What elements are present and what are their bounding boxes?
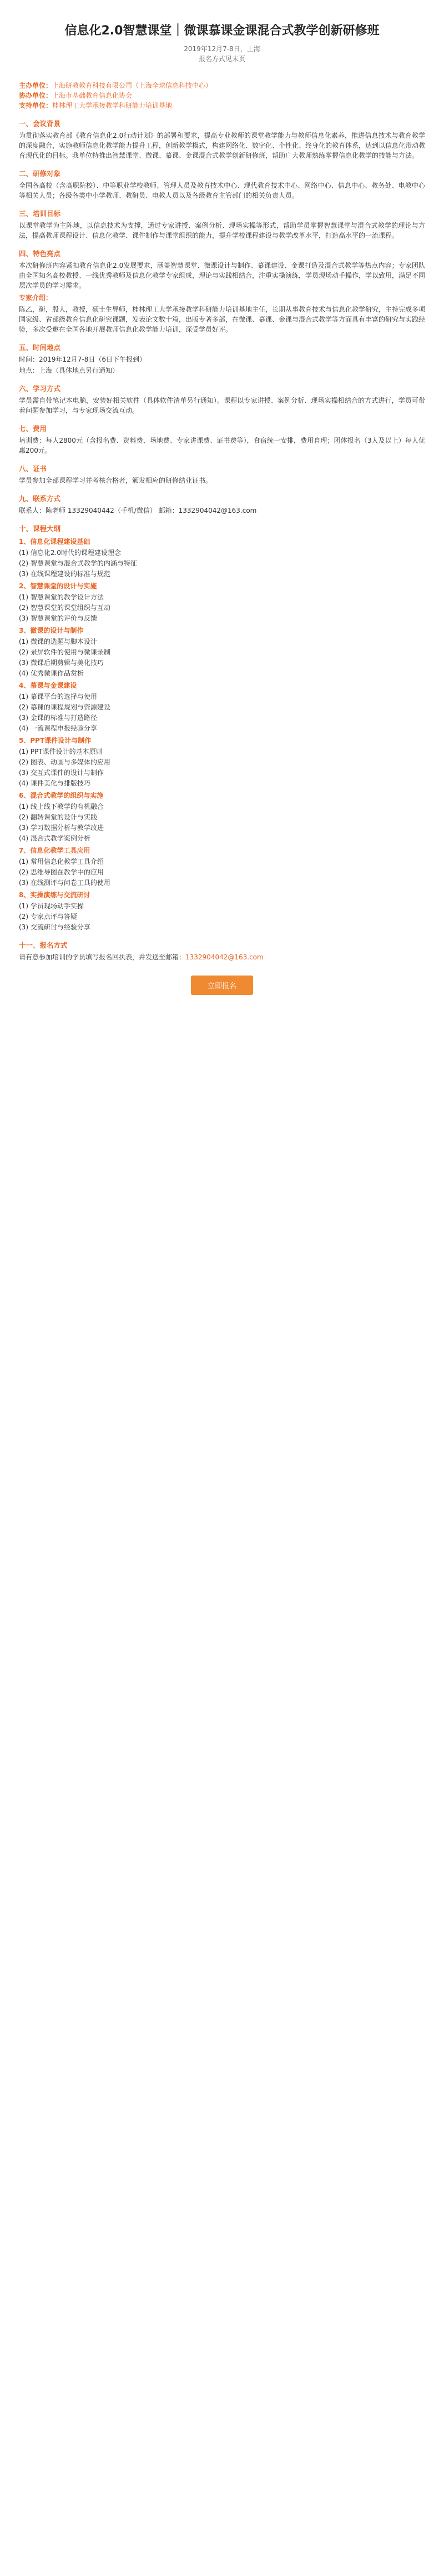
section-heading: 九、联系方式	[19, 494, 61, 503]
module-item: (3) 交流研讨与经验分享	[19, 923, 90, 931]
module-item: (1) 信息化2.0时代的课程建设理念	[19, 549, 121, 557]
section-paragraph: 学员需自带笔记本电脑，安装好相关软件（具体软件清单另行通知）。课程以专家讲授、案例分析、现场实操相结合的方式进行，学员可带着问题参加学习，与专家现场交流互动。	[19, 397, 425, 414]
module-item: (1) 微课的选题与脚本设计	[19, 638, 97, 646]
module-heading: 6、混合式教学的组织与实施	[19, 792, 104, 799]
signup-heading: 十一、报名方式	[19, 941, 68, 949]
module-heading: 8、实操演练与交流研讨	[19, 891, 90, 899]
module-item: (2) 图表、动画与多媒体的应用	[19, 758, 110, 766]
section-paragraph: 联系人：陈老师 13329040442（手机/微信） 邮箱：1332904042@163.com	[19, 507, 257, 514]
section-paragraph: 地点：上海（具体地点另行通知）	[19, 367, 119, 374]
module-item: (4) 混合式教学案例分析	[19, 834, 90, 842]
section	[19, 383, 425, 416]
module-item: (1) PPT课件设计的基本原则	[19, 748, 103, 756]
module-item: (2) 翻转课堂的设计与实践	[19, 813, 97, 821]
module-item: (2) 慕课的课程规划与资源建设	[19, 703, 110, 711]
outline-heading: 十、课程大纲	[19, 524, 61, 533]
organizer-row	[19, 101, 425, 111]
organizer-label: 协办单位：	[19, 92, 53, 99]
module-item: (2) 智慧课堂与混合式教学的内涵与特征	[19, 559, 137, 567]
button-wrap	[19, 976, 425, 995]
organizer-value: 上海研教教育科技有限公司（上海全球信息科技中心）	[52, 82, 213, 89]
module-item: (2) 思维导图在教学中的应用	[19, 868, 104, 876]
organizer-value: 桂林理工大学承接教学科研能力培训基地	[52, 102, 173, 109]
module-item: (1) 常用信息化教学工具介绍	[19, 858, 104, 866]
section-paragraph: 培训费：每人2800元（含报名费、资料费、场地费、专家讲课费、证书费等），食宿统一安排，费用自理；团体报名（3人及以上）每人优惠200元。	[19, 437, 425, 454]
module-heading: 3、微课的设计与制作	[19, 627, 84, 634]
section-paragraph: 学员参加全部课程学习并考核合格者，颁发相应的研修结业证书。	[19, 477, 213, 484]
signup-button[interactable]: 立即报名	[191, 976, 253, 995]
organizer-label: 主办单位：	[19, 82, 53, 89]
section	[19, 168, 425, 201]
section	[19, 423, 425, 456]
article	[0, 0, 444, 1017]
section	[19, 342, 425, 376]
module-item: (4) 一流课程申报经验分享	[19, 724, 97, 732]
module-item: (4) 优秀微课作品赏析	[19, 669, 84, 677]
section-paragraph: 全国各高校（含高职院校）、中等职业学校教师、管理人员及教育技术中心、现代教育技术中心、网络中心、信息中心、教务处、电教中心等相关人员；各级各类中小学教师、教研员、电教人员以及各级教育主管部门的相关负责人员。	[19, 182, 425, 199]
page-title: 信息化2.0智慧课堂｜微课慕课金课混合式教学创新研修班	[64, 24, 380, 38]
signup-email-link[interactable]: 1332904042@163.com	[185, 953, 264, 961]
module-item: (3) 学习数据分析与教学改进	[19, 824, 104, 832]
section	[19, 248, 425, 334]
organizer-row	[19, 81, 425, 91]
module-item: (2) 录屏软件的使用与微课录制	[19, 648, 110, 656]
module-item: (1) 智慧课堂的教学设计方法	[19, 593, 104, 601]
section-paragraph: 以课堂教学为主阵地，以信息技术为支撑，通过专家讲授、案例分析、现场实操等形式，帮助学员掌握智慧课堂与混合式教学的理论与方法，提高教师课程设计、信息化教学、课件制作与课堂组织的能力，提升学校课程建设与教学改革水平，打造高水平的一流课程。	[19, 222, 425, 239]
module-item: (2) 智慧课堂的课堂组织与互动	[19, 604, 110, 612]
module-heading: 1、信息化课程建设基础	[19, 538, 90, 546]
subsection-text: 陈乙，研，殷人，教授，硕士生导师，桂林理工大学承接教学科研能力培训基地主任，长期从事教育技术与信息化教学研究，主持完成多项国家级、省部级教育信息化研究课题，发表论文数十篇，出版专著多部，在微课、慕课、金课与混合式教学等方面具有丰富的研究与实践经验，多次受邀在全国各地开展教师信息化教学能力培训，深受学员好评。	[19, 306, 426, 333]
organizer-value: 上海市基础教育信息化协会	[52, 92, 133, 99]
module-heading: 7、信息化教学工具应用	[19, 847, 90, 854]
signup-section	[19, 940, 425, 962]
section-heading: 二、研修对象	[19, 169, 61, 178]
sections	[19, 118, 425, 516]
section	[19, 463, 425, 486]
section-heading: 五、时间地点	[19, 343, 61, 352]
section	[19, 493, 425, 516]
section-paragraph: 时间：2019年12月7-8日（6日下午报到）	[19, 356, 147, 363]
section-heading: 四、特色亮点	[19, 249, 61, 258]
section-heading: 一、会议背景	[19, 119, 61, 128]
section-paragraph: 本次研修班内容紧扣教育信息化2.0发展要求，涵盖智慧课堂、微课设计与制作、慕课建设、金课打造及混合式教学等热点内容；专家团队由全国知名高校教授、一线优秀教师及信息化教学专家组成，理论与实践相结合，注重实操演练，学员现场动手操作，学以致用，满足不同层次学员的学习需求。	[19, 262, 426, 289]
section-paragraph: 为贯彻落实教育部《教育信息化2.0行动计划》的部署和要求，提高专业教师的课堂教学能力与教师信息化素养，推进信息技术与教育教学的深度融合，实施教师信息化教学能力提升工程，创新教学模式，构建网络化、数字化、个性化、终身化的教育体系，达到以信息化带动教育现代化的目标。我单位特推出智慧课堂、微课、慕课、金课混合式教学创新研修班，帮助广大教师熟练掌握信息化教学的技能与方法。	[19, 132, 426, 159]
modules	[19, 537, 425, 932]
section	[19, 118, 425, 161]
section-heading: 三、培训目标	[19, 209, 61, 218]
module-item: (1) 学员现场动手实操	[19, 902, 84, 910]
module-heading: 2、智慧课堂的设计与实施	[19, 582, 97, 590]
module-heading: 4、慕课与金课建设	[19, 682, 77, 689]
module-item: (2) 专家点评与答疑	[19, 913, 77, 921]
subsection-heading: 专家介绍：	[19, 294, 53, 302]
section-heading: 七、费用	[19, 424, 47, 433]
module-item: (1) 线上线下教学的有机融合	[19, 803, 104, 811]
module-heading: 5、PPT课件设计与制作	[19, 737, 92, 744]
signup-text: 请有意参加培训的学员填写报名回执表，并发送至邮箱：1332904042@163.com	[19, 953, 264, 961]
outline-section	[19, 523, 425, 932]
date-location: 2019年12月7-8日，上海	[184, 45, 260, 53]
registered-note: 报名方式见末页	[198, 55, 245, 63]
section-heading: 八、证书	[19, 464, 47, 473]
organizers	[19, 81, 425, 111]
module-item: (4) 课件美化与排版技巧	[19, 779, 90, 787]
section	[19, 208, 425, 241]
module-item: (3) 交互式课件的设计与制作	[19, 769, 104, 777]
module-item: (1) 慕课平台的选择与使用	[19, 693, 97, 701]
module-item: (3) 金课的标准与打造路径	[19, 714, 97, 722]
organizer-label: 支持单位：	[19, 102, 53, 109]
module-item: (3) 在线课程建设的标准与规范	[19, 570, 110, 578]
organizer-row	[19, 91, 425, 101]
module-item: (3) 在线测评与问卷工具的使用	[19, 879, 110, 887]
module-item: (3) 智慧课堂的评价与反馈	[19, 614, 97, 622]
section-heading: 六、学习方式	[19, 384, 61, 393]
module-item: (3) 微课后期剪辑与美化技巧	[19, 659, 104, 667]
